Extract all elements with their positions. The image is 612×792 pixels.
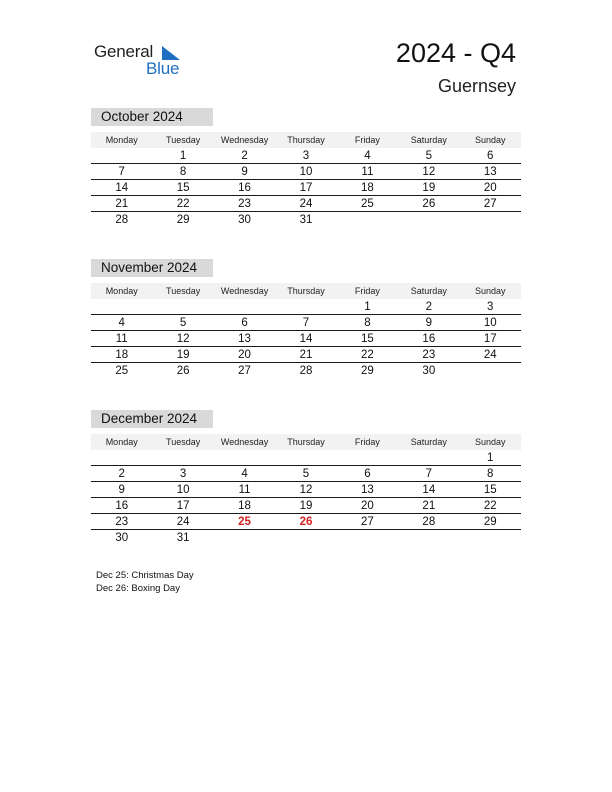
week-row [91, 514, 521, 530]
weekday-label: Wednesday [220, 135, 269, 145]
day-cell [214, 530, 275, 546]
day-cell [275, 530, 336, 546]
day-cell: 10 [176, 484, 190, 496]
day-cell: 9 [241, 166, 248, 178]
day-cell [337, 212, 398, 228]
day-cell: 1 [487, 452, 494, 464]
day-cell: 6 [241, 317, 248, 329]
day-cell: 27 [361, 516, 374, 528]
weekday-label: Thursday [287, 437, 325, 447]
day-cell: 27 [483, 198, 497, 210]
day-cell: 3 [302, 150, 310, 162]
day-cell: 14 [299, 333, 313, 345]
day-cell: 23 [115, 516, 129, 528]
day-cell: 17 [483, 333, 497, 345]
day-cell: 9 [425, 317, 433, 329]
week-row [91, 466, 521, 482]
day-cell: 9 [118, 484, 125, 496]
day-cell [460, 212, 521, 228]
week-row [91, 498, 521, 514]
day-cell: 4 [364, 150, 371, 162]
day-cell [214, 299, 275, 314]
day-cell: 20 [361, 500, 374, 512]
week-row [91, 482, 521, 498]
day-cell: 4 [118, 317, 125, 329]
day-cell [275, 299, 336, 314]
day-cell: 14 [422, 484, 436, 496]
day-cell: 26 [176, 365, 190, 377]
week-row [91, 315, 521, 331]
weekday-header [91, 283, 521, 299]
day-cell: 30 [422, 365, 436, 377]
day-cell: 1 [179, 150, 187, 162]
day-cell: 24 [299, 198, 313, 210]
day-cell: 30 [238, 214, 251, 226]
holiday-note: Dec 25: Christmas Day [96, 570, 194, 581]
day-cell: 21 [115, 198, 129, 210]
day-cell: 11 [361, 166, 374, 178]
day-cell [337, 530, 398, 546]
logo-word-blue: Blue [146, 59, 180, 78]
day-cell: 18 [361, 182, 374, 194]
day-cell: 24 [483, 349, 497, 361]
day-cell [398, 450, 459, 465]
week-row [91, 331, 521, 347]
day-cell: 20 [238, 349, 251, 361]
day-cell: 2 [118, 468, 125, 480]
weekday-label: Sunday [474, 135, 506, 145]
weekday-label: Tuesday [166, 286, 201, 296]
week-row [91, 347, 521, 363]
day-cell: 29 [483, 516, 497, 528]
holiday-note: Dec 26: Boxing Day [96, 582, 180, 594]
day-cell: 23 [238, 198, 251, 210]
day-cell [398, 212, 459, 228]
day-cell: 5 [179, 317, 187, 329]
weekday-label: Friday [354, 286, 380, 296]
day-cell: 17 [299, 182, 313, 194]
day-cell [91, 148, 152, 163]
day-cell: 8 [364, 317, 371, 329]
month-november [91, 259, 521, 379]
day-cell: 16 [238, 182, 251, 194]
day-cell [152, 299, 213, 314]
weekday-label: Wednesday [220, 286, 269, 296]
day-cell: 7 [302, 317, 310, 329]
day-cell: 21 [299, 349, 313, 361]
holiday-notes [96, 570, 194, 595]
day-cell: 27 [238, 365, 251, 377]
day-cell: 15 [176, 182, 190, 194]
day-cell: 28 [115, 214, 129, 226]
day-cell: 2 [241, 150, 248, 162]
weekday-label: Thursday [287, 135, 325, 145]
day-cell: 28 [299, 365, 313, 377]
day-cell: 15 [483, 484, 497, 496]
weekday-label: Saturday [410, 437, 447, 447]
month-label: December 2024 [91, 410, 213, 428]
day-cell: 14 [115, 182, 129, 194]
day-cell: 18 [238, 500, 251, 512]
weekday-label: Friday [354, 437, 380, 447]
week-row [91, 164, 521, 180]
day-cell: 22 [176, 198, 190, 210]
day-cell: 15 [361, 333, 374, 345]
day-cell: 6 [487, 150, 494, 162]
day-cell: 3 [179, 468, 187, 480]
day-cell [91, 450, 152, 465]
day-cell: 17 [176, 500, 190, 512]
day-cell: 12 [422, 166, 436, 178]
week-row [91, 363, 521, 379]
day-cell: 20 [483, 182, 497, 194]
weekday-label: Thursday [287, 286, 325, 296]
day-cell: 8 [487, 468, 494, 480]
weekday-label: Monday [105, 437, 138, 447]
day-cell [460, 363, 521, 379]
weekday-label: Tuesday [166, 437, 201, 447]
day-cell: 3 [487, 301, 494, 313]
day-cell: 31 [176, 532, 190, 544]
day-cell [460, 530, 521, 546]
week-row [91, 530, 521, 546]
day-cell: 8 [179, 166, 187, 178]
day-cell: 2 [425, 301, 433, 313]
week-row [91, 196, 521, 212]
country-name: Guernsey [437, 76, 516, 96]
weekday-label: Sunday [474, 286, 506, 296]
generalblue-logo [94, 40, 194, 80]
logo-word-general: General [94, 42, 154, 61]
day-cell: 24 [176, 516, 190, 528]
day-cell: 5 [302, 468, 310, 480]
day-cell: 5 [425, 150, 433, 162]
day-cell: 23 [422, 349, 436, 361]
day-cell: 19 [176, 349, 190, 361]
day-cell: 6 [364, 468, 371, 480]
day-cell: 12 [299, 484, 313, 496]
day-cell [275, 450, 336, 465]
day-cell: 19 [299, 500, 313, 512]
holiday-day-cell: 26 [299, 516, 313, 528]
month-label: November 2024 [91, 259, 213, 277]
day-cell: 29 [176, 214, 190, 226]
day-cell: 13 [483, 166, 497, 178]
week-row [91, 180, 521, 196]
day-cell: 1 [364, 301, 371, 313]
weekday-label: Friday [354, 135, 380, 145]
week-row [91, 299, 521, 315]
weekday-label: Sunday [474, 437, 506, 447]
day-cell: 11 [238, 484, 251, 496]
day-cell: 18 [115, 349, 129, 361]
weekday-label: Tuesday [166, 135, 201, 145]
day-cell: 31 [299, 214, 313, 226]
weekday-label: Saturday [410, 135, 447, 145]
weekday-label: Wednesday [220, 437, 269, 447]
weekday-header [91, 132, 521, 148]
month-october [91, 108, 521, 228]
month-label: October 2024 [91, 108, 213, 126]
day-cell: 7 [118, 166, 125, 178]
day-cell [398, 530, 459, 546]
month-december [91, 410, 521, 546]
day-cell: 10 [483, 317, 497, 329]
day-cell: 13 [238, 333, 251, 345]
day-cell [91, 299, 152, 314]
day-cell: 21 [422, 500, 436, 512]
day-cell: 11 [115, 333, 128, 345]
day-cell [152, 450, 213, 465]
day-cell: 25 [115, 365, 129, 377]
holiday-day-cell: 25 [238, 516, 251, 528]
week-row [91, 450, 521, 466]
weekday-header [91, 434, 521, 450]
day-cell: 28 [422, 516, 436, 528]
weekday-label: Saturday [410, 286, 447, 296]
day-cell: 22 [361, 349, 374, 361]
day-cell: 19 [422, 182, 436, 194]
day-cell: 30 [115, 532, 129, 544]
day-cell: 4 [241, 468, 248, 480]
day-cell: 16 [422, 333, 436, 345]
weekday-label: Monday [105, 286, 138, 296]
day-cell [214, 450, 275, 465]
day-cell [337, 450, 398, 465]
day-cell: 10 [299, 166, 313, 178]
day-cell: 25 [361, 198, 374, 210]
day-cell: 13 [361, 484, 374, 496]
day-cell: 16 [115, 500, 129, 512]
day-cell: 22 [483, 500, 497, 512]
week-row [91, 148, 521, 164]
day-cell: 12 [176, 333, 190, 345]
day-cell: 26 [422, 198, 436, 210]
page-title: 2024 - Q4 [395, 38, 516, 68]
weekday-label: Monday [105, 135, 138, 145]
day-cell: 29 [361, 365, 374, 377]
day-cell: 7 [425, 468, 433, 480]
week-row [91, 212, 521, 228]
